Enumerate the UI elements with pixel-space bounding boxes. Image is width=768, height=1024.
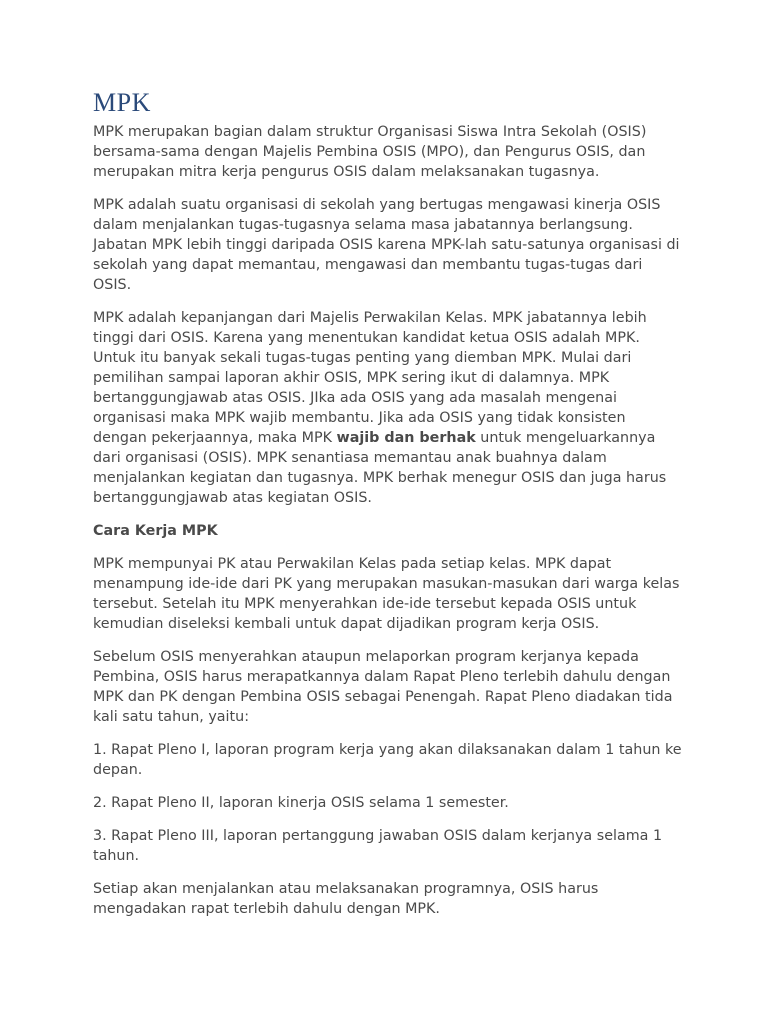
document-title: MPK <box>93 88 151 117</box>
paragraph-role-text-end: untuk mengeluarkannya dari organisasi (OSIS). MPK senantiasa memantau anak buahnya dalam menjalankan kegiatan dan tugasnya. MPK berhak menegur OSIS dan juga harus bertanggungjawab atas kegiatan OSIS. <box>93 430 667 506</box>
section-heading: Cara Kerja MPK <box>93 523 218 539</box>
paragraph-closing: Setiap akan menjalankan atau melaksanakan programnya, OSIS harus mengadakan rapat terlebih dahulu dengan MPK. <box>93 881 599 917</box>
paragraph-plenary: Sebelum OSIS menyerahkan ataupun melaporkan program kerjanya kepada Pembina, OSIS harus merapatkannya dalam Rapat Pleno terlebih dahulu dengan MPK dan PK dengan Pembina OSIS sebagai Penengah. Rapat Pleno diadakan tida kali satu tahun, yaitu: <box>93 649 673 725</box>
list-item: 1. Rapat Pleno I, laporan program kerja yang akan dilaksanakan dalam 1 tahun ke depan. <box>93 742 682 778</box>
bold-phrase: wajib dan berhak <box>336 430 476 446</box>
paragraph-intro: MPK merupakan bagian dalam struktur Organisasi Siswa Intra Sekolah (OSIS) bersama-sama dengan Majelis Pembina OSIS (MPO), dan Pengurus OSIS, dan merupakan mitra kerja pengurus OSIS dalam melaksanakan tugasnya. <box>93 124 647 180</box>
paragraph-working-method: MPK mempunyai PK atau Perwakilan Kelas pada setiap kelas. MPK dapat menampung ide-ide dari PK yang merupakan masukan-masukan dari warga kelas tersebut. Setelah itu MPK menyerahkan ide-ide tersebut kepada OSIS untuk kemudian diseleksi kembali untuk dapat dijadikan program kerja OSIS. <box>93 556 680 632</box>
document-page <box>93 88 683 932</box>
list-item: 3. Rapat Pleno III, laporan pertanggung jawaban OSIS dalam kerjanya selama 1 tahun. <box>93 828 663 864</box>
list-item: 2. Rapat Pleno II, laporan kinerja OSIS selama 1 semester. <box>93 795 509 811</box>
paragraph-role <box>93 308 683 508</box>
paragraph-role-text-start: MPK adalah kepanjangan dari Majelis Perwakilan Kelas. MPK jabatannya lebih tinggi dari OSIS. Karena yang menentukan kandidat ketua OSIS adalah MPK. Untuk itu banyak sekali tugas-tugas penting yang diemban MPK. Mulai dari pemilihan sampai laporan akhir OSIS, MPK sering ikut di dalamnya. MPK bertanggungjawab atas OSIS. JIka ada OSIS yang ada masalah mengenai organisasi maka MPK wajib membantu. Jika ada OSIS yang tidak konsisten dengan pekerjaannya, maka MPK <box>93 310 647 446</box>
paragraph-definition: MPK adalah suatu organisasi di sekolah yang bertugas mengawasi kinerja OSIS dalam menjalankan tugas-tugasnya selama masa jabatannya berlangsung. Jabatan MPK lebih tinggi daripada OSIS karena MPK-lah satu-satunya organisasi di sekolah yang dapat memantau, mengawasi dan membantu tugas-tugas dari OSIS. <box>93 197 680 293</box>
